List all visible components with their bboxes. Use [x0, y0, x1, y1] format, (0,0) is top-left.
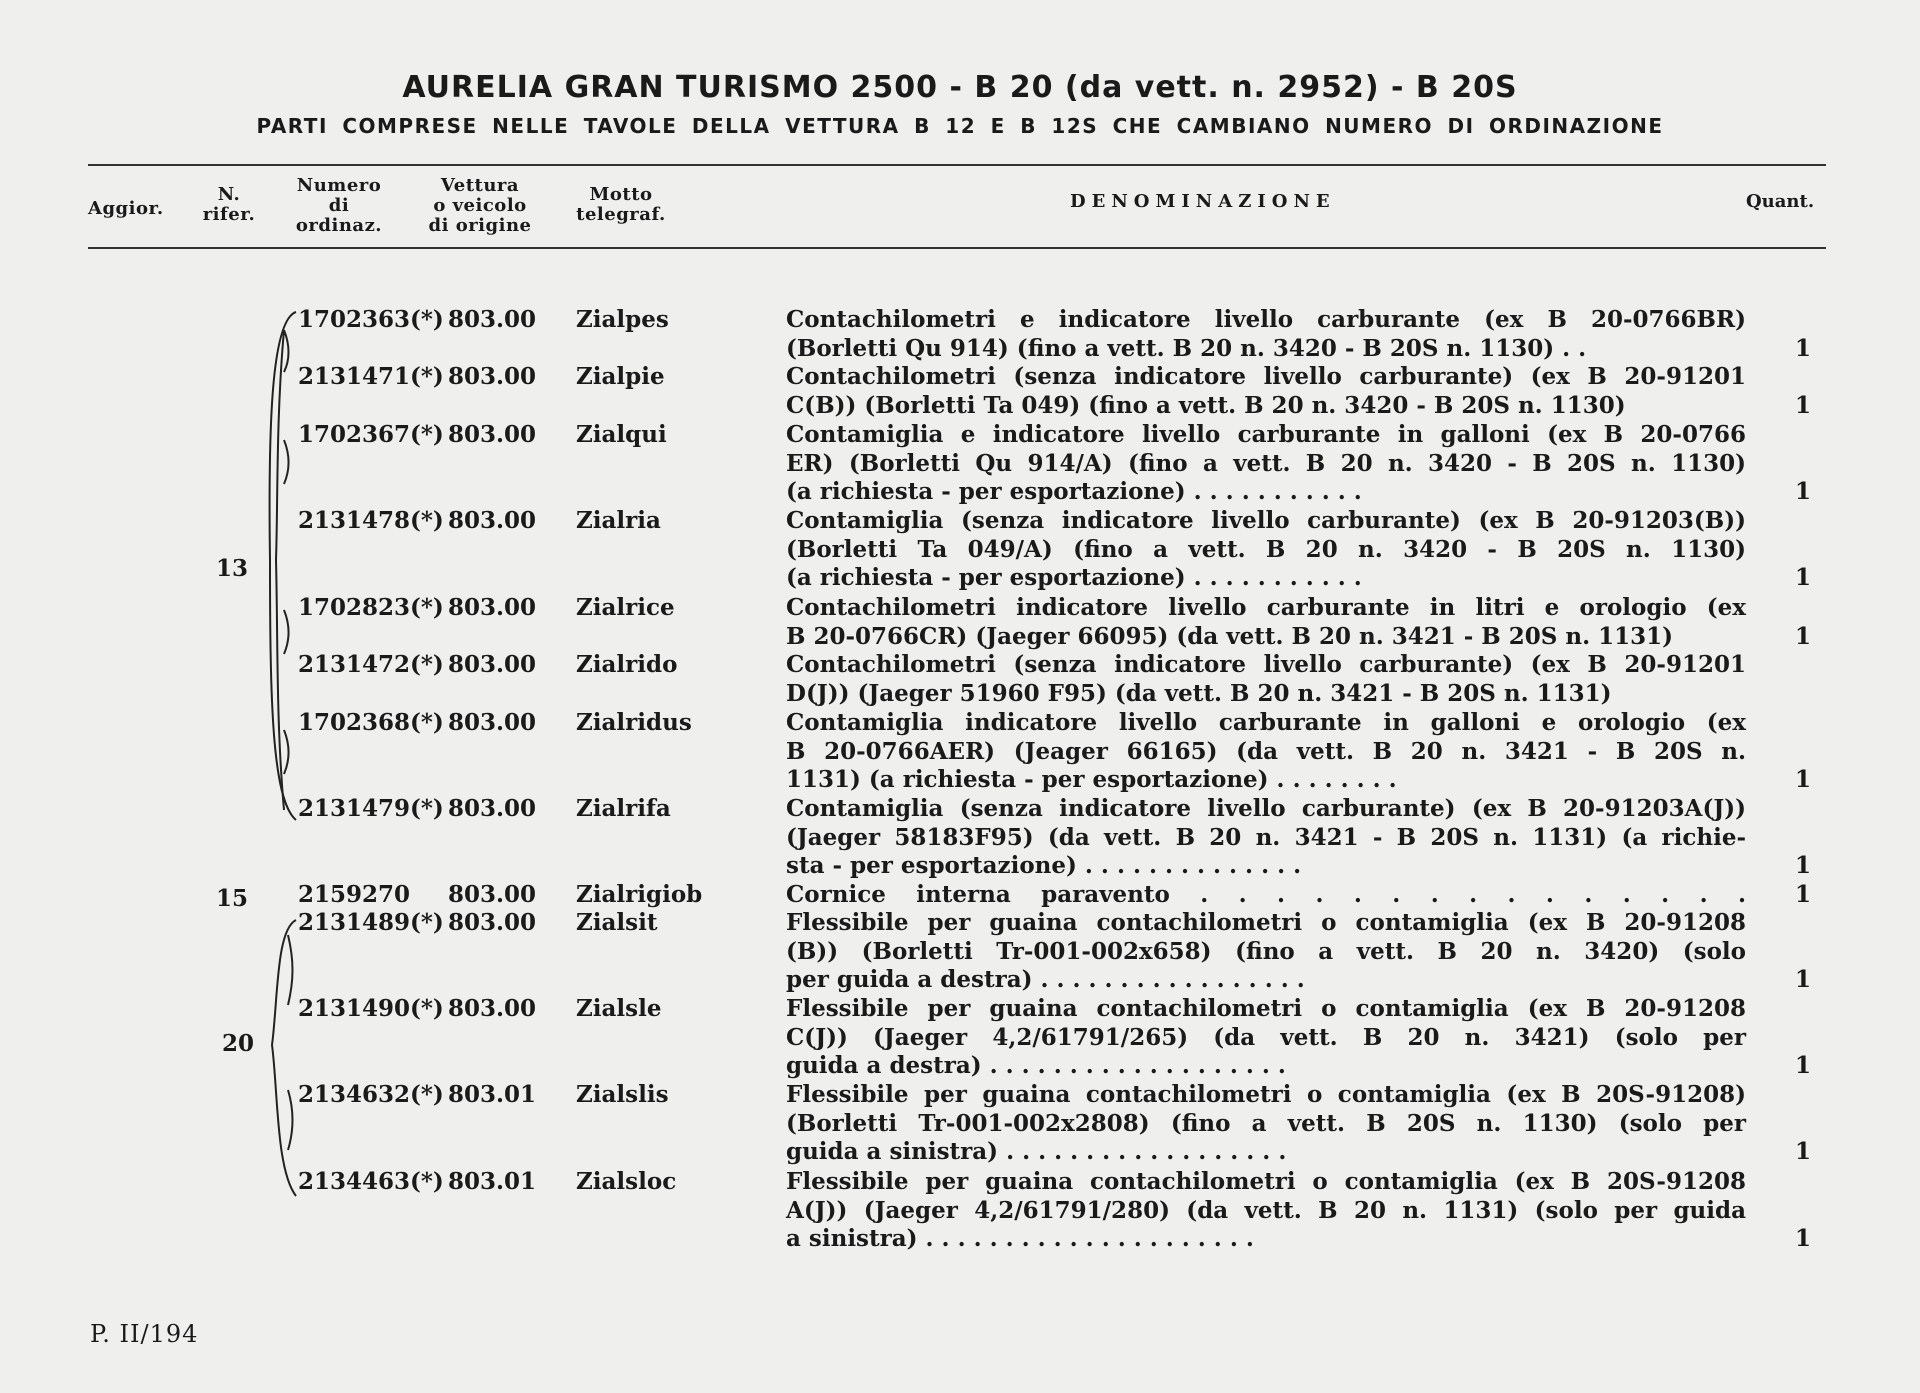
telegraph-code: Zialqui: [576, 421, 667, 448]
vehicle-origin: 803.00: [448, 306, 537, 333]
description-line: (Jaeger 58183F95) (da vett. B 20 n. 3421 - B 20S n. 1131) (a richie-: [786, 823, 1746, 851]
vehicle-origin: 803.00: [448, 995, 537, 1022]
order-number: 1702368(*): [298, 709, 444, 736]
quantity: 1: [1795, 766, 1812, 793]
telegraph-code: Zialslis: [576, 1081, 669, 1108]
quantity: 1: [1795, 564, 1812, 591]
part-description: [786, 1168, 1746, 1254]
description-line: Contamiglia (senza indicatore livello carburante) (ex B 20-91203A(J)): [786, 795, 1746, 822]
description-line: B 20-0766AER) (Jeager 66165) (da vett. B 20 n. 3421 - B 20S n.: [786, 737, 1746, 765]
page-title: AURELIA GRAN TURISMO 2500 - B 20 (da vett. n. 2952) - B 20S: [402, 70, 1518, 105]
telegraph-code: Zialsloc: [576, 1168, 677, 1195]
description-line: Contamiglia (senza indicatore livello carburante) (ex B 20-91203(B)): [786, 507, 1746, 534]
description-line: Flessibile per guaina contachilometri o contamiglia (ex B 20-91208: [786, 995, 1746, 1022]
col-header-rifer-l2: rifer.: [202, 204, 256, 225]
quantity: 1: [1795, 1225, 1812, 1252]
description-line: A(J)) (Jaeger 4,2/61791/280) (da vett. B 20 n. 1131) (solo per guida: [786, 1196, 1746, 1224]
quantity: 1: [1795, 334, 1812, 362]
part-description: [786, 795, 1746, 881]
order-number: 2159270: [298, 881, 411, 908]
quantity: 1: [1795, 1052, 1812, 1079]
telegraph-code: Zialrido: [576, 651, 678, 678]
ref-group-15: 15: [216, 885, 249, 912]
col-header-vettura-l3: di origine: [428, 215, 532, 236]
description-line: Flessibile per guaina contachilometri o contamiglia (ex B 20S-91208: [786, 1168, 1746, 1195]
description-line: D(J)) (Jaeger 51960 F95) (da vett. B 20 n. 3421 - B 20S n. 1131): [786, 679, 1612, 707]
vehicle-origin: 803.00: [448, 421, 537, 448]
quantity: 1: [1795, 1138, 1812, 1165]
quantity: 1: [1795, 852, 1812, 879]
part-description: [786, 306, 1746, 363]
order-number: 1702367(*): [298, 421, 444, 448]
description-line: (Borletti Qu 914) (fino a vett. B 20 n. 3420 - B 20S n. 1130) . .: [786, 334, 1587, 362]
description-line: Contachilometri indicatore livello carburante in litri e orologio (ex: [786, 594, 1746, 621]
vehicle-origin: 803.01: [448, 1081, 537, 1108]
telegraph-code: Zialsit: [576, 909, 658, 936]
quantity: 1: [1795, 391, 1812, 419]
order-number: 1702823(*): [298, 594, 444, 621]
description-line: C(J)) (Jaeger 4,2/61791/265) (da vett. B 20 n. 3421) (solo per: [786, 1023, 1746, 1051]
vehicle-origin: 803.00: [448, 709, 537, 736]
telegraph-code: Zialpes: [576, 306, 669, 333]
telegraph-code: Zialria: [576, 507, 661, 534]
description-line: (B)) (Borletti Tr-001-002x658) (fino a vett. B 20 n. 3420) (solo: [786, 937, 1746, 965]
description-line: (Borletti Tr-001-002x2808) (fino a vett. B 20S n. 1130) (solo per: [786, 1109, 1746, 1137]
quantity: 1: [1795, 966, 1812, 993]
description-line: (a richiesta - per esportazione) . . . . . . . . . . .: [786, 478, 1362, 505]
part-description: [786, 421, 1746, 507]
col-header-motto-l1: Motto: [589, 184, 653, 205]
ref-group-13: 13: [216, 555, 249, 582]
description-line: Contachilometri (senza indicatore livello carburante) (ex B 20-91201: [786, 651, 1746, 678]
description-line: C(B)) (Borletti Ta 049) (fino a vett. B 20 n. 3420 - B 20S n. 1130): [786, 391, 1626, 419]
vehicle-origin: 803.00: [448, 881, 537, 908]
description-line: per guida a destra) . . . . . . . . . . . . . . . . .: [786, 966, 1305, 993]
order-number: 2131479(*): [298, 795, 444, 822]
vehicle-origin: 803.01: [448, 1168, 537, 1195]
description-line: 1131) (a richiesta - per esportazione) . . . . . . . .: [786, 766, 1397, 793]
part-description: [786, 709, 1746, 795]
telegraph-code: Zialridus: [576, 709, 692, 736]
part-description: [786, 651, 1746, 708]
vehicle-origin: 803.00: [448, 651, 537, 678]
brace-group-13-inner: [276, 330, 284, 810]
part-description: [786, 1081, 1746, 1167]
page-subtitle: PARTI COMPRESE NELLE TAVOLE DELLA VETTURA B 12 E B 12S CHE CAMBIANO NUMERO DI ORDINAZIONE: [256, 114, 1664, 138]
brace-group-13: [270, 312, 296, 820]
col-header-numero-l2: di: [328, 195, 350, 216]
telegraph-code: Zialrice: [576, 594, 675, 621]
col-header-rifer-l1: N.: [217, 184, 241, 205]
page-number: P. II/194: [90, 1320, 199, 1348]
order-number: 2131471(*): [298, 363, 444, 390]
col-header-numero-l3: ordinaz.: [295, 215, 383, 236]
part-description: [786, 881, 1746, 910]
header-rule-bottom: [88, 247, 1826, 249]
description-line: (Borletti Ta 049/A) (fino a vett. B 20 n. 3420 - B 20S n. 1130): [786, 535, 1746, 563]
part-description: [786, 363, 1746, 420]
order-number: 2134463(*): [298, 1168, 444, 1195]
part-description: [786, 995, 1746, 1081]
col-header-numero-l1: Numero: [296, 175, 382, 196]
description-line: Contamiglia e indicatore livello carburante in galloni (ex B 20-0766: [786, 421, 1746, 448]
order-number: 2131490(*): [298, 995, 444, 1022]
col-header-aggior: Aggior.: [88, 198, 164, 219]
order-number: 2131478(*): [298, 507, 444, 534]
description-line: Contamiglia indicatore livello carburante in galloni e orologio (ex: [786, 709, 1746, 736]
description-line: guida a destra) . . . . . . . . . . . . . . . . . . .: [786, 1052, 1286, 1079]
telegraph-code: Zialrigiob: [576, 881, 703, 908]
description-line: sta - per esportazione) . . . . . . . . . . . . . .: [786, 852, 1302, 879]
col-header-motto-l2: telegraf.: [576, 204, 666, 225]
vehicle-origin: 803.00: [448, 363, 537, 390]
col-header-denominazione: DENOMINAZIONE: [1070, 191, 1336, 212]
part-description: [786, 909, 1746, 995]
description-line: ER) (Borletti Qu 914/A) (fino a vett. B 20 n. 3420 - B 20S n. 1130): [786, 449, 1746, 477]
vehicle-origin: 803.00: [448, 909, 537, 936]
quantity: 1: [1795, 478, 1812, 505]
vehicle-origin: 803.00: [448, 594, 537, 621]
description-line: Flessibile per guaina contachilometri o contamiglia (ex B 20S-91208): [786, 1081, 1746, 1108]
ref-group-20: 20: [222, 1030, 255, 1057]
col-header-vettura-l1: Vettura: [440, 175, 520, 196]
col-header-vettura: [418, 176, 542, 236]
order-number: 2131472(*): [298, 651, 444, 678]
description-line: Flessibile per guaina contachilometri o contamiglia (ex B 20-91208: [786, 909, 1746, 936]
telegraph-code: Zialrifa: [576, 795, 671, 822]
col-header-motto: [566, 185, 676, 225]
description-line: Contachilometri e indicatore livello carburante (ex B 20-0766BR): [786, 306, 1746, 333]
telegraph-code: Zialsle: [576, 995, 662, 1022]
order-number: 2131489(*): [298, 909, 444, 936]
col-header-quant: Quant.: [1746, 191, 1815, 212]
telegraph-code: Zialpie: [576, 363, 665, 390]
vehicle-origin: 803.00: [448, 795, 537, 822]
description-line: B 20-0766CR) (Jaeger 66095) (da vett. B 20 n. 3421 - B 20S n. 1131): [786, 622, 1673, 650]
order-number: 2134632(*): [298, 1081, 444, 1108]
description-line: guida a sinistra) . . . . . . . . . . . . . . . . . .: [786, 1138, 1287, 1165]
order-number: 1702363(*): [298, 306, 444, 333]
vehicle-origin: 803.00: [448, 507, 537, 534]
group-braces: [0, 0, 320, 1393]
description-line: Contachilometri (senza indicatore livello carburante) (ex B 20-91201: [786, 363, 1746, 390]
header-rule-top: [88, 164, 1826, 166]
description-line: (a richiesta - per esportazione) . . . . . . . . . . .: [786, 564, 1362, 591]
description-line: Cornice interna paravento . . . . . . . . . . . . . . .: [786, 881, 1746, 908]
quantity: 1: [1795, 881, 1812, 908]
description-line: a sinistra) . . . . . . . . . . . . . . . . . . . . .: [786, 1225, 1254, 1252]
quantity: 1: [1795, 622, 1812, 650]
col-header-vettura-l2: o veicolo: [433, 195, 527, 216]
part-description: [786, 507, 1746, 593]
part-description: [786, 594, 1746, 651]
